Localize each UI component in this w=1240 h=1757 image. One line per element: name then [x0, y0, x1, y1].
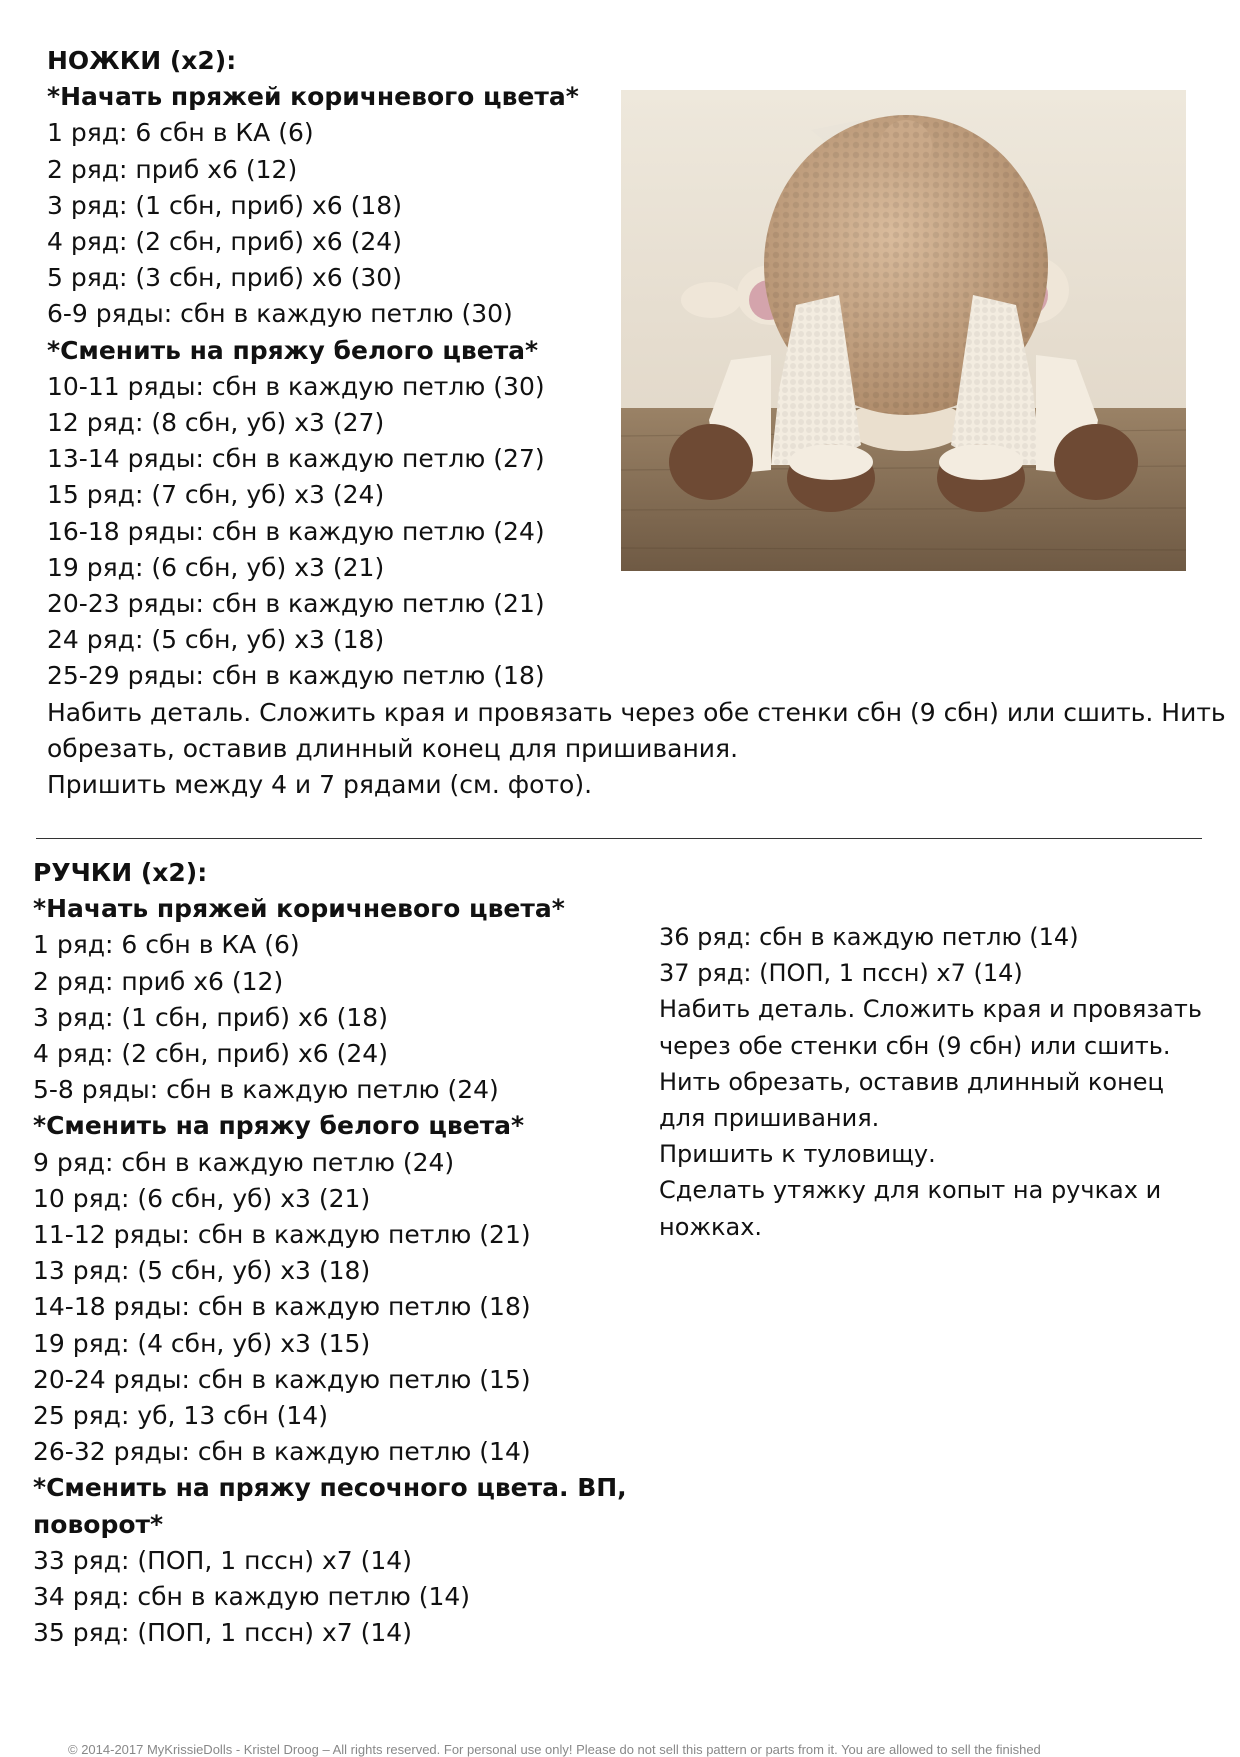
instruction-line: 9 ряд: сбн в каждую петлю (24) [33, 1147, 455, 1177]
instruction-line: 34 ряд: сбн в каждую петлю (14) [33, 1582, 471, 1612]
instruction-line: 26-32 ряды: сбн в каждую петлю (14) [33, 1437, 531, 1467]
instruction-heading: *Сменить на пряжу песочного цвета. ВП, [33, 1473, 627, 1503]
instruction-line: 25 ряд: уб, 13 сбн (14) [33, 1401, 328, 1431]
instruction-heading: *Начать пряжей коричневого цвета* [33, 894, 565, 924]
instruction-line: обрезать, оставив длинный конец для пришивания. [47, 733, 739, 763]
instruction-line: 1 ряд: 6 сбн в КА (6) [47, 118, 314, 148]
instruction-line: 24 ряд: (5 сбн, уб) х3 (18) [47, 625, 385, 655]
instruction-line: Сделать утяжку для копыт на ручках и [659, 1176, 1162, 1205]
instruction-line: 36 ряд: сбн в каждую петлю (14) [659, 923, 1079, 951]
instruction-line: Нить обрезать, оставив длинный конец [659, 1067, 1164, 1096]
arms-section [33, 855, 633, 1651]
instruction-heading: *Сменить на пряжу белого цвета* [47, 335, 539, 365]
instruction-line: 19 ряд: (4 сбн, уб) х3 (15) [33, 1328, 371, 1358]
arms-instructions-left [33, 891, 633, 1651]
instruction-line: 3 ряд: (1 сбн, приб) х6 (18) [33, 1002, 388, 1032]
instruction-line: 20-24 ряды: сбн в каждую петлю (15) [33, 1364, 531, 1394]
lamb-photo [621, 90, 1186, 571]
hoof-arm-left [669, 424, 753, 500]
instruction-line: ножках. [659, 1212, 763, 1241]
instruction-heading: *Начать пряжей коричневого цвета* [47, 82, 579, 112]
instruction-line: 5 ряд: (3 сбн, приб) х6 (30) [47, 263, 402, 293]
instruction-line: 37 ряд: (ПОП, 1 пссн) х7 (14) [659, 959, 1023, 988]
instruction-line: 13-14 ряды: сбн в каждую петлю (27) [47, 444, 545, 474]
instruction-line: 25-29 ряды: сбн в каждую петлю (18) [47, 661, 545, 691]
instruction-line: Пришить к туловищу. [659, 1140, 936, 1169]
instruction-line: 10-11 ряды: сбн в каждую петлю (30) [47, 371, 545, 401]
instruction-line: 2 ряд: приб х6 (12) [47, 154, 298, 184]
instruction-line: 20-23 ряды: сбн в каждую петлю (21) [47, 589, 545, 619]
instruction-line: через обе стенки сбн (9 сбн) или сшить. [659, 1031, 1171, 1060]
legs-title: НОЖКИ (x2): [47, 46, 237, 75]
instruction-line: 10 ряд: (6 сбн, уб) х3 (21) [33, 1183, 371, 1213]
instruction-line: Набить деталь. Сложить края и провязать через обе стенки сбн (9 сбн) или сшить. Нить [47, 697, 1226, 727]
instruction-line: 15 ряд: (7 сбн, уб) х3 (24) [47, 480, 385, 510]
instruction-line: 35 ряд: (ПОП, 1 пссн) х7 (14) [33, 1618, 412, 1648]
instruction-line: 14-18 ряды: сбн в каждую петлю (18) [33, 1292, 531, 1322]
instruction-line: 5-8 ряды: сбн в каждую петлю (24) [33, 1075, 499, 1105]
arms-instructions-right [659, 919, 1202, 1245]
instruction-line: 3 ряд: (1 сбн, приб) х6 (18) [47, 190, 402, 220]
instruction-line: Пришить между 4 и 7 рядами (см. фото). [47, 770, 593, 800]
instruction-line: 4 ряд: (2 сбн, приб) х6 (24) [33, 1039, 388, 1069]
lamb-photo-illustration [621, 90, 1186, 571]
section-divider [36, 838, 1202, 839]
instruction-line: 2 ряд: приб х6 (12) [33, 966, 284, 996]
instruction-line: 16-18 ряды: сбн в каждую петлю (24) [47, 516, 545, 546]
instruction-line: 6-9 ряды: сбн в каждую петлю (30) [47, 299, 513, 329]
copyright-footer: © 2014-2017 MyKrissieDolls - Kristel Droog – All rights reserved. For personal use only! Please do not sell this pattern or parts from it. You are allowed to sell the finished [68, 1742, 1041, 1757]
arms-title: РУЧКИ (x2): [33, 858, 208, 887]
instruction-line: Набить деталь. Сложить края и провязать [659, 995, 1202, 1024]
instruction-line: 4 ряд: (2 сбн, приб) х6 (24) [47, 227, 402, 257]
instruction-line: 12 ряд: (8 сбн, уб) х3 (27) [47, 408, 385, 438]
instruction-line: 33 ряд: (ПОП, 1 пссн) х7 (14) [33, 1545, 412, 1575]
instruction-heading: поворот* [33, 1509, 164, 1539]
instruction-line: для пришивания. [659, 1104, 880, 1133]
instruction-line: 1 ряд: 6 сбн в КА (6) [33, 930, 300, 960]
instruction-heading: *Сменить на пряжу белого цвета* [33, 1111, 525, 1141]
hoof-arm-right [1054, 424, 1138, 500]
instruction-line: 11-12 ряды: сбн в каждую петлю (21) [33, 1220, 531, 1250]
instruction-line: 19 ряд: (6 сбн, уб) х3 (21) [47, 552, 385, 582]
instruction-line: 13 ряд: (5 сбн, уб) х3 (18) [33, 1256, 371, 1286]
